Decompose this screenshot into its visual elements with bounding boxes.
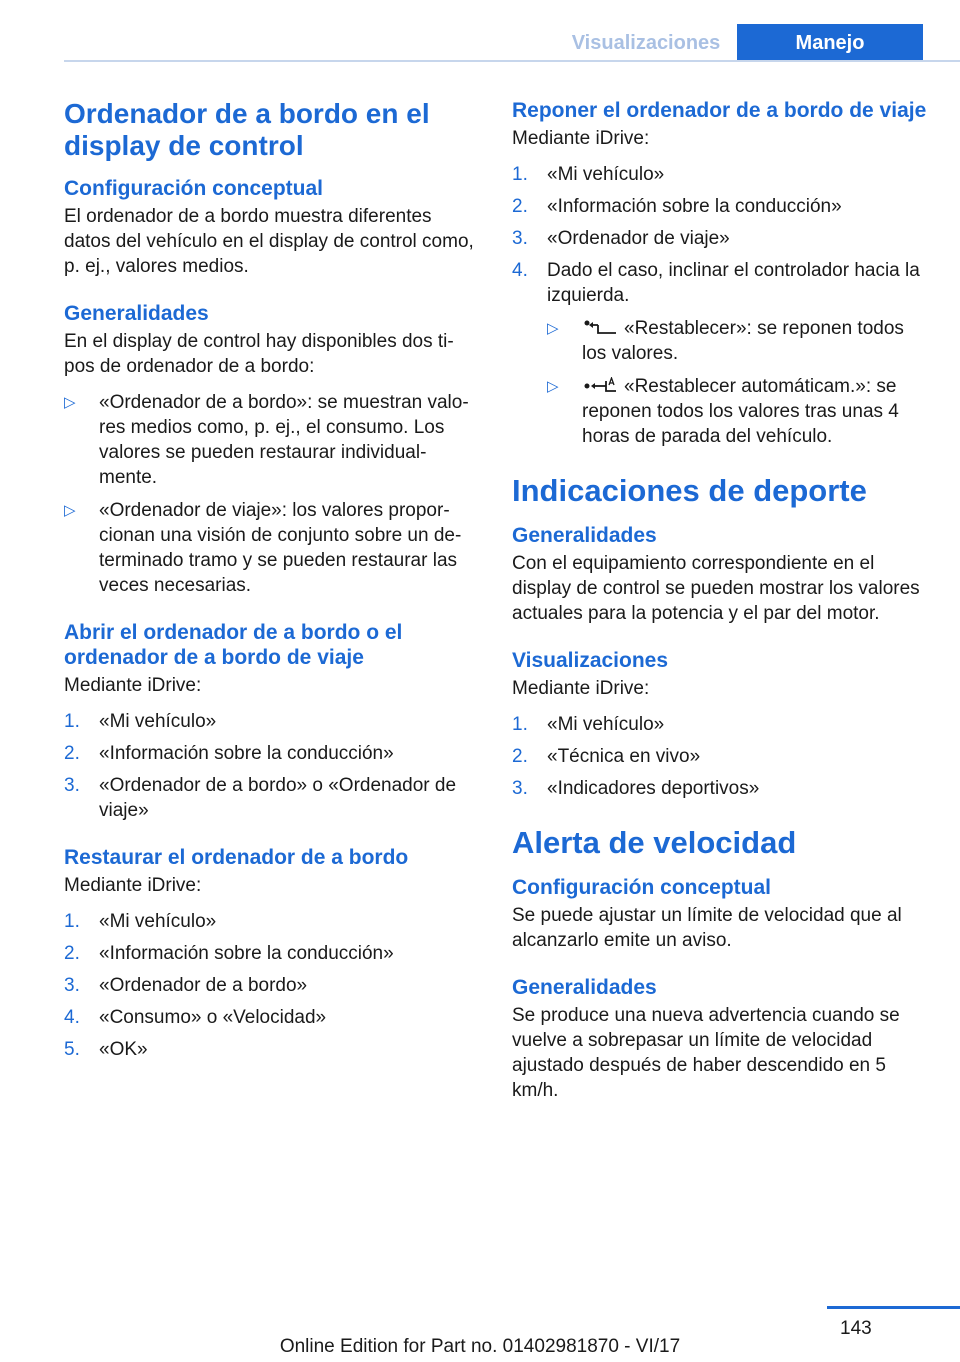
- bullet-text: «Ordenador de viaje»: los valores proporcionan una visión de conjunto sobre un determinado tramo y se pueden restaurar las veces necesarias.: [99, 500, 462, 596]
- step-text: «Mi vehículo»: [99, 911, 217, 932]
- paragraph-sport-general: Con el equipamiento correspondiente en el display de control se pueden mostrar los valores actuales para la potencia y el par del motor.: [512, 553, 920, 624]
- heading-general: Generalidades: [64, 302, 209, 325]
- list-item: [512, 776, 928, 801]
- paragraph-open-via: Mediante iDrive:: [64, 675, 202, 696]
- general-bullet-list: [64, 390, 478, 598]
- step-number: 2.: [64, 743, 80, 764]
- paragraph-restore-via: Mediante iDrive:: [64, 875, 202, 896]
- paragraph-reset-via: Mediante iDrive:: [512, 128, 650, 149]
- step-text: «Ordenador de viaje»: [547, 228, 730, 249]
- heading-reset-trip-computer: Reponer el ordenador de a bordo de viaje: [512, 99, 927, 122]
- bullet-triangle-icon: ▷: [547, 378, 559, 395]
- heading-restore-computer: Restaurar el ordenador de a bordo: [64, 846, 409, 869]
- bullet-text: «Ordenador de a bordo»: se muestran valores medios como, p. ej., el consumo. Los valores se pueden restaurar individualmente.: [99, 392, 469, 488]
- list-item: [512, 258, 928, 449]
- step-number: 2.: [64, 943, 80, 964]
- step-text: «Ordenador de a bordo»: [99, 975, 308, 996]
- restore-steps-list: [64, 909, 478, 1062]
- list-item: [512, 162, 928, 187]
- list-item: [512, 226, 928, 251]
- step-text: «Mi vehículo»: [99, 711, 217, 732]
- reset-option-text: «Restablecer»: se reponen todos los valores.: [582, 318, 904, 364]
- step-number: 3.: [64, 975, 80, 996]
- step-number: 1.: [512, 164, 528, 185]
- heading-speed-general: Generalidades: [512, 976, 657, 999]
- auto-reset-icon: [584, 377, 618, 395]
- step-text: «Información sobre la conducción»: [547, 196, 842, 217]
- step-text: «OK»: [99, 1039, 148, 1060]
- list-item: [512, 194, 928, 219]
- list-item: [64, 773, 478, 823]
- list-item: [64, 741, 478, 766]
- list-item: [64, 390, 478, 490]
- step-number: 1.: [64, 911, 80, 932]
- step-text: «Consumo» o «Velocidad»: [99, 1007, 327, 1028]
- paragraph-speed-general: Se produce una nueva advertencia cuando se vuelve a sobrepasar un límite de velocidad ajustado después de haber descendido en 5 km/h.: [512, 1005, 900, 1101]
- reset-icon: [584, 319, 618, 337]
- list-item: [64, 498, 478, 598]
- step-number: 3.: [512, 778, 528, 799]
- step-text: «Ordenador de a bordo» o «Ordenador de viaje»: [99, 775, 457, 821]
- heading-open-computer: Abrir el ordenador de a bordo o el ordenador de a bordo de viaje: [64, 621, 403, 669]
- step-text: «Mi vehículo»: [547, 164, 665, 185]
- step-number: 3.: [512, 228, 528, 249]
- step-number: 3.: [64, 775, 80, 796]
- right-column: [512, 98, 928, 1125]
- heading-sport-displays: Visualizaciones: [512, 649, 669, 672]
- heading-concept: Configuración conceptual: [64, 177, 324, 200]
- list-item: [64, 973, 478, 998]
- section-title-trip-computer: Ordenador de a bordo en el display de control: [64, 98, 430, 161]
- list-item: [512, 712, 928, 737]
- paragraph-general: En el display de control hay disponibles dos tipos de ordenador de a bordo:: [64, 331, 454, 377]
- step-text: «Información sobre la conducción»: [99, 743, 394, 764]
- section-tab-visualizaciones: Visualizaciones: [571, 32, 721, 54]
- step-number: 4.: [512, 260, 528, 281]
- step-text: «Indicadores deportivos»: [547, 778, 760, 799]
- heading-speed-concept: Configuración conceptual: [512, 876, 772, 899]
- step-number: 1.: [64, 711, 80, 732]
- heading-sport-general: Generalidades: [512, 524, 657, 547]
- step-text: «Técnica en vivo»: [547, 746, 701, 767]
- step-number: 5.: [64, 1039, 80, 1060]
- list-item: [64, 709, 478, 734]
- section-title-sport-displays: Indicaciones de deporte: [512, 473, 867, 508]
- step-number: 2.: [512, 746, 528, 767]
- list-item: [512, 744, 928, 769]
- list-item: [64, 1005, 478, 1030]
- step-number: 2.: [512, 196, 528, 217]
- reset-option-text: «Restablecer automáticam.»: se reponen todos los valores tras unas 4 horas de parada del vehículo.: [582, 376, 899, 447]
- reset-options-list: [547, 316, 928, 449]
- paragraph-concept: El ordenador de a bordo muestra diferentes datos del vehículo en el display de control como, p. ej., valores medios.: [64, 206, 474, 277]
- step-number: 1.: [512, 714, 528, 735]
- paragraph-sport-via: Mediante iDrive:: [512, 678, 650, 699]
- step-number: 4.: [64, 1007, 80, 1028]
- bullet-triangle-icon: ▷: [64, 394, 76, 411]
- page-number-rule: [827, 1306, 960, 1309]
- list-item: [64, 909, 478, 934]
- bullet-triangle-icon: ▷: [547, 320, 559, 337]
- list-item: [64, 1037, 478, 1062]
- list-item: [64, 941, 478, 966]
- sport-steps-list: [512, 712, 928, 801]
- bullet-triangle-icon: ▷: [64, 502, 76, 519]
- step-text: Dado el caso, inclinar el controlador hacia la izquierda.: [547, 260, 920, 306]
- section-title-speed-warning: Alerta de velocidad: [512, 825, 797, 860]
- list-item: [547, 316, 928, 366]
- step-text: «Información sobre la conducción»: [99, 943, 394, 964]
- step-text: «Mi vehículo»: [547, 714, 665, 735]
- open-steps-list: [64, 709, 478, 823]
- paragraph-speed-concept: Se puede ajustar un límite de velocidad que al alcanzarlo emite un aviso.: [512, 905, 902, 951]
- reset-steps-list: [512, 162, 928, 449]
- chapter-tab-manejo: Manejo: [737, 24, 923, 62]
- page-number: 143: [840, 1318, 872, 1339]
- left-column: [64, 98, 478, 1084]
- footer-edition: Online Edition for Part no. 01402981870 - VI/17: [279, 1336, 681, 1357]
- header-rule: [64, 60, 960, 62]
- list-item: [547, 374, 928, 449]
